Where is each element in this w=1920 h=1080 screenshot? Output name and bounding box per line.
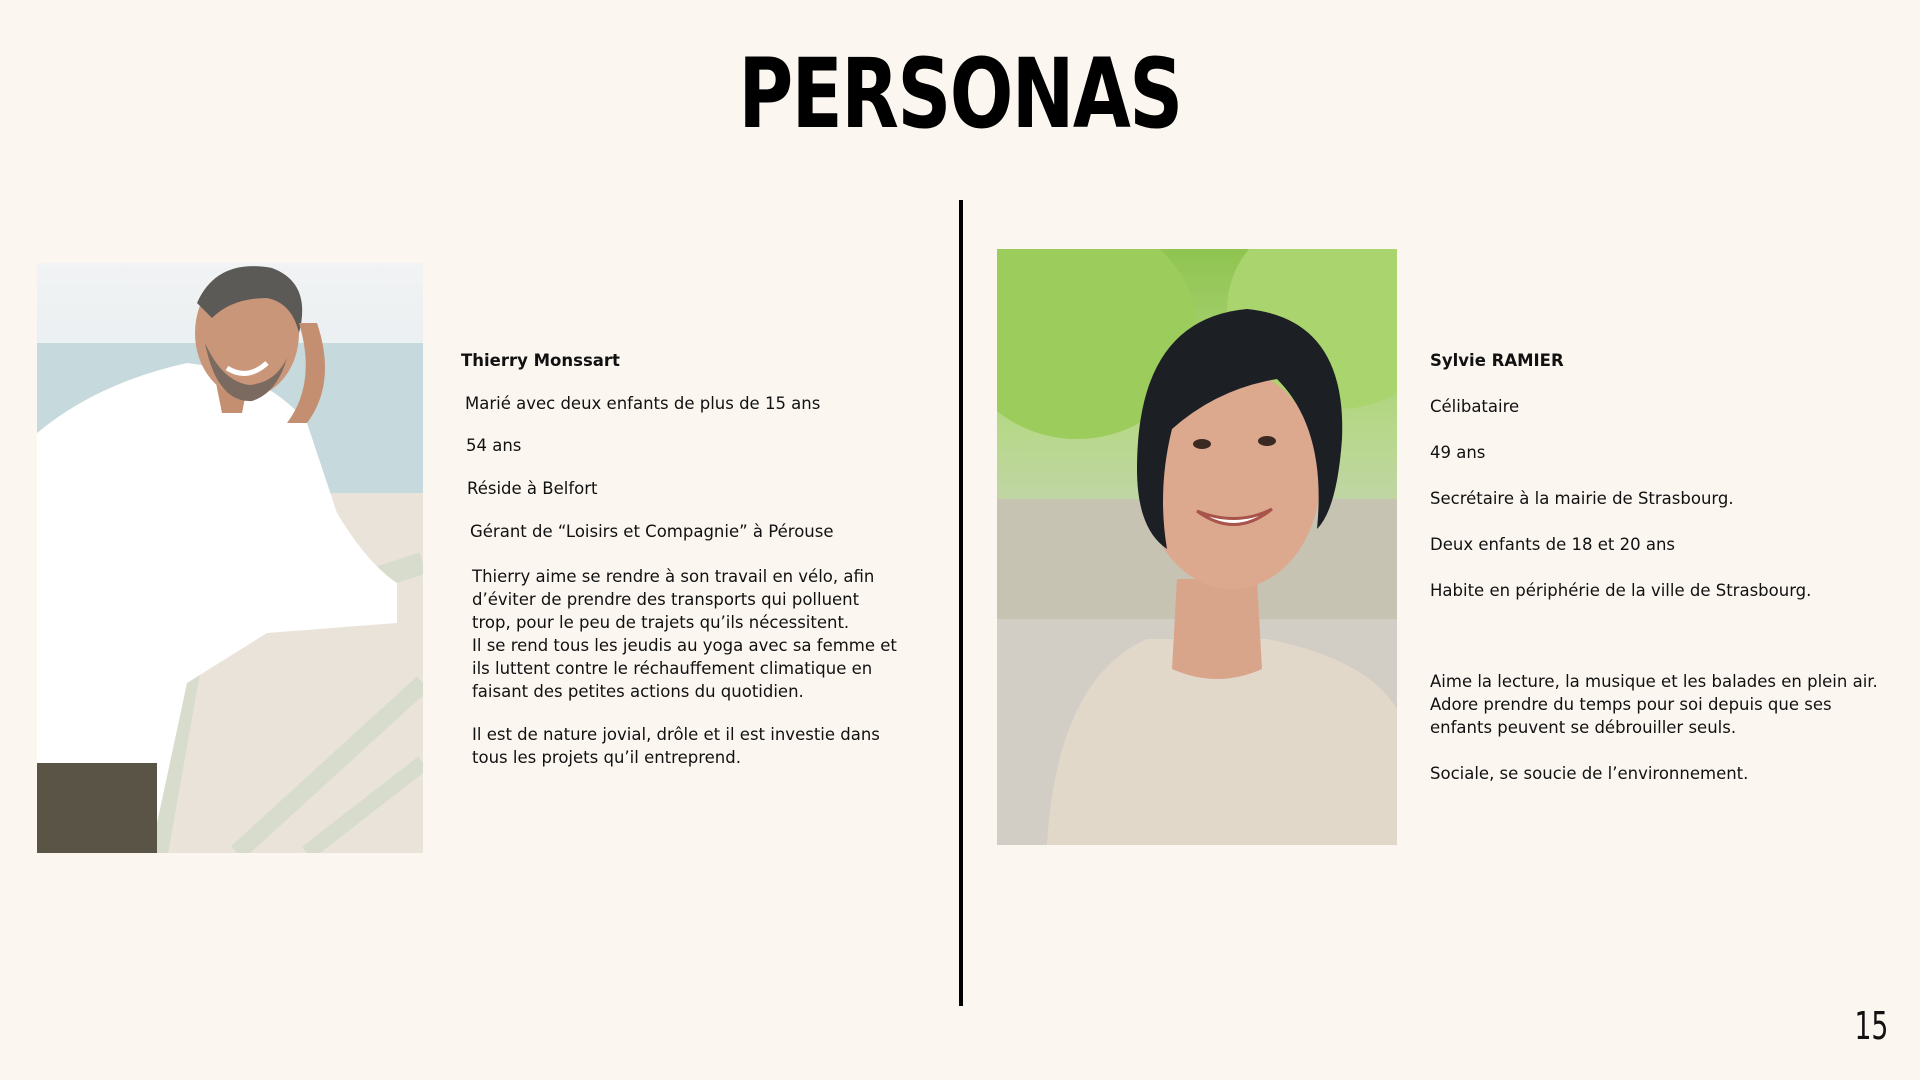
woman-portrait-photo [997, 249, 1397, 845]
persona-habits: Thierry aime se rendre à son travail en vélo, afin d’éviter de prendre des transports qui polluent trop, pour le peu de trajets qu’ils nécessitent. [472, 567, 875, 632]
persona-age: 49 ans [1430, 443, 1486, 462]
persona-hobbies-2: Adore prendre du temps pour soi depuis que ses enfants peuvent se débrouiller seuls. [1430, 695, 1832, 737]
persona-habits-2: Il se rend tous les jeudis au yoga avec sa femme et ils luttent contre le réchauffement climatique en faisant des petites actions du quotidien. [472, 636, 897, 701]
page-number: 15 [1854, 1004, 1888, 1048]
persona-family: Marié avec deux enfants de plus de 15 ans [465, 394, 821, 413]
man-portrait-photo [37, 263, 423, 853]
persona-family: Célibataire [1430, 397, 1520, 416]
persona-residence: Réside à Belfort [467, 479, 598, 498]
vertical-divider [959, 200, 963, 1006]
persona-job: Secrétaire à la mairie de Strasbourg. [1430, 489, 1734, 508]
page-title: PERSONAS [738, 38, 1182, 150]
persona-personality: Sociale, se soucie de l’environnement. [1430, 764, 1749, 783]
persona-residence: Habite en périphérie de la ville de Strasbourg. [1430, 581, 1812, 600]
persona-personality: Il est de nature jovial, drôle et il est investie dans tous les projets qu’il entreprend. [472, 725, 880, 767]
persona-name: Sylvie RAMIER [1430, 351, 1564, 370]
persona-name: Thierry Monssart [461, 351, 620, 370]
persona-age: 54 ans [466, 436, 522, 455]
persona-hobbies: Aime la lecture, la musique et les balades en plein air. [1430, 672, 1878, 691]
persona-job: Gérant de “Loisirs et Compagnie” à Pérouse [470, 522, 834, 541]
persona-children: Deux enfants de 18 et 20 ans [1430, 535, 1676, 554]
